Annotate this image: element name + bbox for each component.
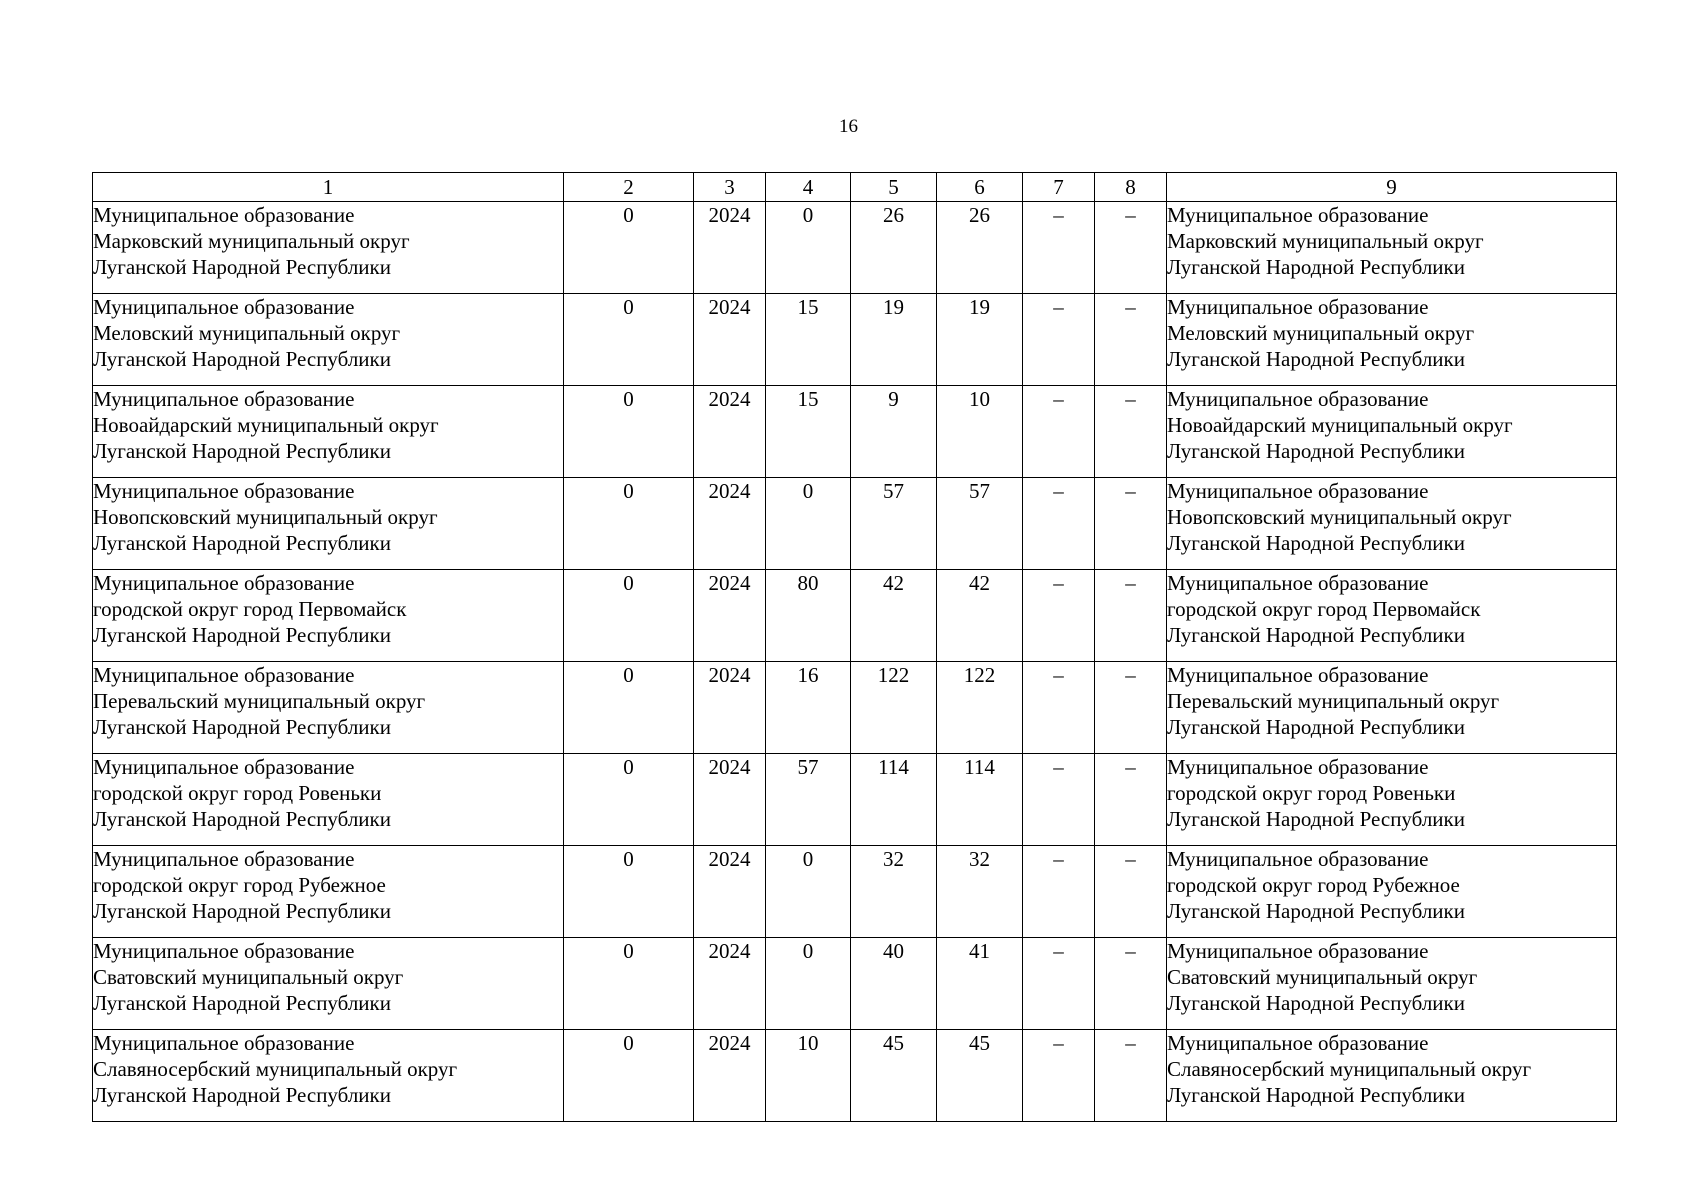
municipality-name-line: Луганской Народной Республики [93, 715, 391, 739]
municipality-name-line: Марковский муниципальный округ [93, 229, 410, 253]
value-cell-7: – [1023, 294, 1095, 386]
municipality-name-cell [93, 202, 564, 294]
value-cell-3: 2024 [694, 570, 766, 662]
value-cell-3: 2024 [694, 846, 766, 938]
municipality-name-line: Новопсковский муниципальный округ [93, 505, 438, 529]
value-cell-5: 40 [851, 938, 937, 1030]
municipality-name-cell [93, 478, 564, 570]
municipality-name-line: Луганской Народной Республики [93, 807, 391, 831]
municipality-name-line: Сватовский муниципальный округ [93, 965, 404, 989]
table-row [93, 662, 1617, 754]
value-cell-2: 0 [564, 570, 694, 662]
municipality-name-line: Славяносербский муниципальный округ [93, 1057, 458, 1081]
recipient-line: Муниципальное образование [1167, 939, 1429, 963]
recipient-line: Луганской Народной Республики [1167, 807, 1465, 831]
data-table [92, 172, 1617, 1122]
value-cell-7: – [1023, 570, 1095, 662]
municipality-name-cell [93, 294, 564, 386]
recipient-line: городской округ город Рубежное [1167, 873, 1460, 897]
recipient-line: Луганской Народной Республики [1167, 347, 1465, 371]
value-cell-7: – [1023, 938, 1095, 1030]
value-cell-2: 0 [564, 1030, 694, 1122]
value-cell-6: 41 [937, 938, 1023, 1030]
recipient-line: Муниципальное образование [1167, 663, 1429, 687]
municipality-name-line: Луганской Народной Республики [93, 991, 391, 1015]
municipality-name-line: городской округ город Ровеньки [93, 781, 382, 805]
value-cell-4: 16 [766, 662, 851, 754]
value-cell-8: – [1095, 938, 1167, 1030]
value-cell-8: – [1095, 202, 1167, 294]
recipient-line: Луганской Народной Республики [1167, 899, 1465, 923]
value-cell-3: 2024 [694, 386, 766, 478]
value-cell-8: – [1095, 570, 1167, 662]
recipient-cell [1167, 570, 1617, 662]
value-cell-2: 0 [564, 662, 694, 754]
recipient-line: Новоайдарский муниципальный округ [1167, 413, 1513, 437]
value-cell-6: 26 [937, 202, 1023, 294]
municipality-name-line: Муниципальное образование [93, 847, 355, 871]
column-header-8: 8 [1095, 173, 1167, 202]
value-cell-4: 0 [766, 938, 851, 1030]
municipality-name-line: Луганской Народной Республики [93, 439, 391, 463]
column-header-6: 6 [937, 173, 1023, 202]
value-cell-3: 2024 [694, 478, 766, 570]
value-cell-2: 0 [564, 938, 694, 1030]
recipient-cell [1167, 386, 1617, 478]
value-cell-7: – [1023, 662, 1095, 754]
municipality-name-cell [93, 938, 564, 1030]
value-cell-6: 122 [937, 662, 1023, 754]
column-header-4: 4 [766, 173, 851, 202]
recipient-cell [1167, 202, 1617, 294]
column-header-2: 2 [564, 173, 694, 202]
value-cell-7: – [1023, 846, 1095, 938]
value-cell-3: 2024 [694, 1030, 766, 1122]
value-cell-6: 114 [937, 754, 1023, 846]
value-cell-8: – [1095, 846, 1167, 938]
recipient-line: Луганской Народной Республики [1167, 991, 1465, 1015]
value-cell-2: 0 [564, 754, 694, 846]
value-cell-7: – [1023, 386, 1095, 478]
municipality-name-line: Луганской Народной Республики [93, 347, 391, 371]
header-row [93, 173, 1617, 202]
value-cell-5: 19 [851, 294, 937, 386]
value-cell-2: 0 [564, 846, 694, 938]
municipality-name-line: Муниципальное образование [93, 755, 355, 779]
municipality-name-cell [93, 570, 564, 662]
value-cell-7: – [1023, 478, 1095, 570]
column-header-7: 7 [1023, 173, 1095, 202]
municipality-name-line: Муниципальное образование [93, 387, 355, 411]
value-cell-2: 0 [564, 202, 694, 294]
recipient-cell [1167, 1030, 1617, 1122]
value-cell-5: 42 [851, 570, 937, 662]
municipality-name-line: Перевальский муниципальный округ [93, 689, 426, 713]
value-cell-2: 0 [564, 478, 694, 570]
value-cell-7: – [1023, 1030, 1095, 1122]
recipient-line: Муниципальное образование [1167, 203, 1429, 227]
value-cell-4: 10 [766, 1030, 851, 1122]
municipality-name-line: Луганской Народной Республики [93, 531, 391, 555]
column-header-5: 5 [851, 173, 937, 202]
municipality-name-cell [93, 846, 564, 938]
recipient-line: Муниципальное образование [1167, 387, 1429, 411]
value-cell-8: – [1095, 1030, 1167, 1122]
recipient-line: Луганской Народной Республики [1167, 439, 1465, 463]
value-cell-8: – [1095, 478, 1167, 570]
recipient-line: городской округ город Ровеньки [1167, 781, 1456, 805]
table-row [93, 846, 1617, 938]
table-body [93, 202, 1617, 1122]
municipality-name-line: городской округ город Рубежное [93, 873, 386, 897]
municipality-name-cell [93, 662, 564, 754]
recipient-line: Новопсковский муниципальный округ [1167, 505, 1512, 529]
recipient-line: Муниципальное образование [1167, 1031, 1429, 1055]
table-row [93, 294, 1617, 386]
value-cell-6: 42 [937, 570, 1023, 662]
municipality-name-line: Муниципальное образование [93, 571, 355, 595]
value-cell-7: – [1023, 202, 1095, 294]
table-row [93, 386, 1617, 478]
value-cell-4: 0 [766, 846, 851, 938]
value-cell-5: 114 [851, 754, 937, 846]
municipality-name-line: Меловский муниципальный округ [93, 321, 401, 345]
table-row [93, 478, 1617, 570]
municipality-name-line: Луганской Народной Республики [93, 255, 391, 279]
municipality-name-cell [93, 386, 564, 478]
municipality-name-line: Новоайдарский муниципальный округ [93, 413, 439, 437]
page-number: 16 [839, 116, 858, 137]
recipient-line: Муниципальное образование [1167, 295, 1429, 319]
value-cell-4: 15 [766, 294, 851, 386]
recipient-line: Муниципальное образование [1167, 571, 1429, 595]
municipality-name-line: Муниципальное образование [93, 1031, 355, 1055]
recipient-cell [1167, 846, 1617, 938]
recipient-line: Марковский муниципальный округ [1167, 229, 1484, 253]
municipality-name-line: Муниципальное образование [93, 203, 355, 227]
column-header-1: 1 [93, 173, 564, 202]
table-row [93, 570, 1617, 662]
column-header-3: 3 [694, 173, 766, 202]
recipient-cell [1167, 938, 1617, 1030]
recipient-cell [1167, 662, 1617, 754]
recipient-cell [1167, 294, 1617, 386]
value-cell-5: 32 [851, 846, 937, 938]
value-cell-4: 80 [766, 570, 851, 662]
value-cell-3: 2024 [694, 202, 766, 294]
recipient-line: Луганской Народной Республики [1167, 1083, 1465, 1107]
municipality-name-line: Луганской Народной Республики [93, 899, 391, 923]
recipient-cell [1167, 478, 1617, 570]
value-cell-6: 19 [937, 294, 1023, 386]
column-header-9: 9 [1167, 173, 1617, 202]
value-cell-4: 0 [766, 478, 851, 570]
municipality-name-line: Муниципальное образование [93, 663, 355, 687]
value-cell-7: – [1023, 754, 1095, 846]
value-cell-6: 45 [937, 1030, 1023, 1122]
value-cell-6: 32 [937, 846, 1023, 938]
municipality-name-line: городской округ город Первомайск [93, 597, 407, 621]
recipient-line: Луганской Народной Республики [1167, 255, 1465, 279]
value-cell-8: – [1095, 662, 1167, 754]
recipient-line: Муниципальное образование [1167, 755, 1429, 779]
value-cell-5: 45 [851, 1030, 937, 1122]
recipient-line: Меловский муниципальный округ [1167, 321, 1475, 345]
municipality-name-cell [93, 1030, 564, 1122]
value-cell-2: 0 [564, 294, 694, 386]
municipality-name-line: Муниципальное образование [93, 479, 355, 503]
value-cell-4: 57 [766, 754, 851, 846]
table-row [93, 202, 1617, 294]
value-cell-6: 10 [937, 386, 1023, 478]
recipient-line: Перевальский муниципальный округ [1167, 689, 1500, 713]
value-cell-6: 57 [937, 478, 1023, 570]
recipient-cell [1167, 754, 1617, 846]
value-cell-5: 26 [851, 202, 937, 294]
value-cell-2: 0 [564, 386, 694, 478]
table-row [93, 938, 1617, 1030]
value-cell-4: 0 [766, 202, 851, 294]
value-cell-8: – [1095, 754, 1167, 846]
value-cell-4: 15 [766, 386, 851, 478]
table-row [93, 1030, 1617, 1122]
municipality-name-cell [93, 754, 564, 846]
recipient-line: Сватовский муниципальный округ [1167, 965, 1478, 989]
recipient-line: Муниципальное образование [1167, 479, 1429, 503]
recipient-line: Муниципальное образование [1167, 847, 1429, 871]
value-cell-5: 122 [851, 662, 937, 754]
recipient-line: Луганской Народной Республики [1167, 531, 1465, 555]
value-cell-5: 57 [851, 478, 937, 570]
value-cell-8: – [1095, 386, 1167, 478]
table-row [93, 754, 1617, 846]
municipality-name-line: Муниципальное образование [93, 939, 355, 963]
recipient-line: Луганской Народной Республики [1167, 623, 1465, 647]
value-cell-3: 2024 [694, 662, 766, 754]
municipality-name-line: Луганской Народной Республики [93, 623, 391, 647]
value-cell-3: 2024 [694, 294, 766, 386]
municipality-name-line: Луганской Народной Республики [93, 1083, 391, 1107]
value-cell-5: 9 [851, 386, 937, 478]
value-cell-3: 2024 [694, 938, 766, 1030]
recipient-line: городской округ город Первомайск [1167, 597, 1481, 621]
recipient-line: Луганской Народной Республики [1167, 715, 1465, 739]
municipality-name-line: Муниципальное образование [93, 295, 355, 319]
recipient-line: Славяносербский муниципальный округ [1167, 1057, 1532, 1081]
value-cell-3: 2024 [694, 754, 766, 846]
value-cell-8: – [1095, 294, 1167, 386]
